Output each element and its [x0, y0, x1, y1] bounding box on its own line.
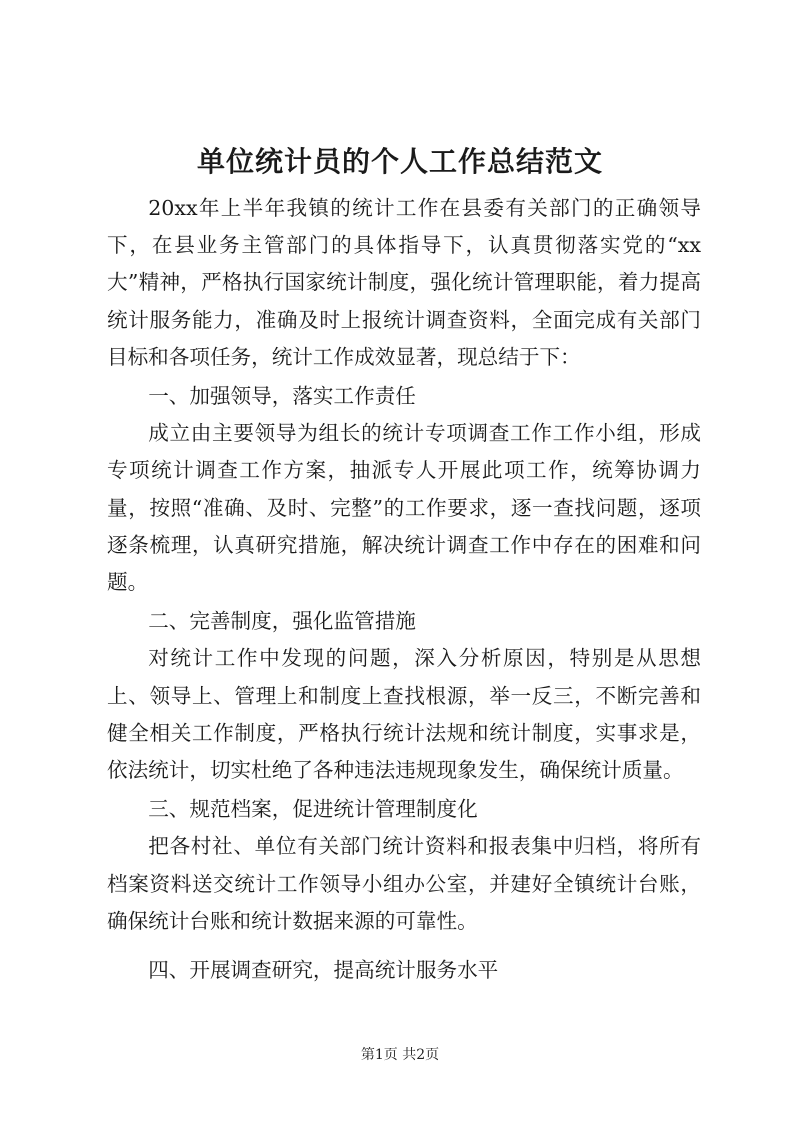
page-title: 单位统计员的个人工作总结范文: [196, 145, 603, 178]
document-body: [107, 190, 701, 989]
section-paragraph-1: 成立由主要领导为组长的统计专项调查工作工作小组，形成专项统计调查工作方案，抽派专人开展此项工作，统筹协调力量，按照“准确、及时、完整”的工作要求，逐一查找问题，逐项逐条梳理，认真研究措施，解决统计调查工作中存在的困难和问题。: [107, 421, 701, 595]
page-footer: 第1页 共2页: [360, 1047, 440, 1063]
section-heading-1: 一、加强领导，落实工作责任: [148, 384, 416, 409]
section-heading-2: 二、完善制度，强化监管措施: [148, 609, 416, 634]
intro-paragraph: 20xx年上半年我镇的统计工作在县委有关部门的正确领导下，在县业务主管部门的具体指导下，认真贯彻落实党的“xx大”精神，严格执行国家统计制度，强化统计管理职能，着力提高统计服务能力，准确及时上报统计调查资料，全面完成有关部门目标和各项任务，统计工作成效显著，现总结于下：: [107, 196, 701, 369]
section-heading-4: 四、开展调查研究，提高统计服务水平: [148, 958, 499, 983]
section-paragraph-3: 把各村社、单位有关部门统计资料和报表集中归档，将所有档案资料送交统计工作领导小组办公室，并建好全镇统计台账，确保统计台账和统计数据来源的可靠性。: [107, 834, 701, 933]
section-paragraph-2: 对统计工作中发现的问题，深入分析原因，特别是从思想上、领导上、管理上和制度上查找根源，举一反三，不断完善和健全相关工作制度，严格执行统计法规和统计制度，实事求是，依法统计，切实杜绝了各种违法违规现象发生，确保统计质量。: [107, 646, 701, 783]
section-heading-3: 三、规范档案，促进统计管理制度化: [148, 797, 478, 822]
